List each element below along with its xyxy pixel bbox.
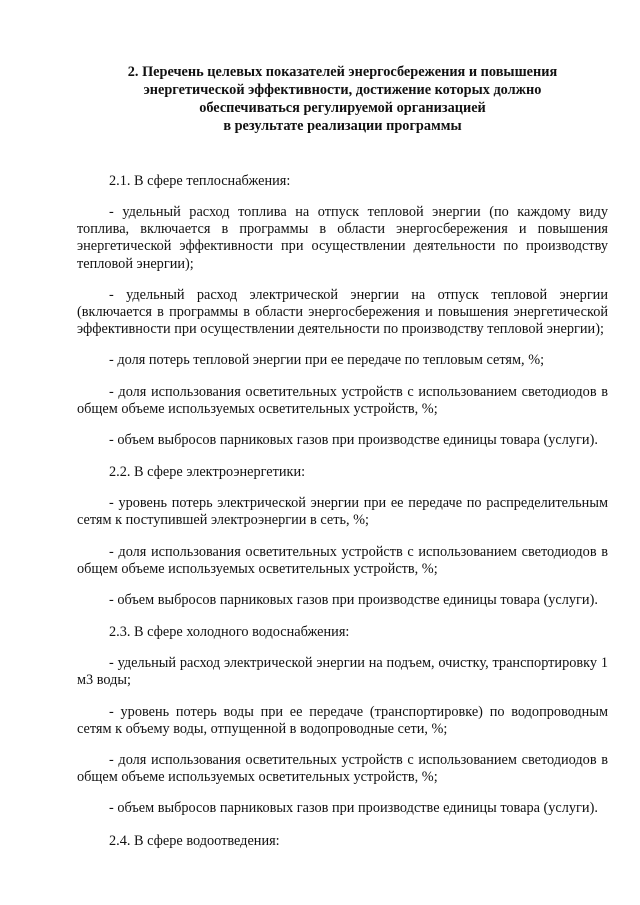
list-item: - удельный расход топлива на отпуск тепловой энергии (по каждому виду топлива, включается в программы в области энергосбережения и повышения энергетической эффективности при осуществлении деятельности по производству тепловой энергии); <box>77 204 608 272</box>
document-heading <box>77 63 608 135</box>
list-item: - удельный расход электрической энергии на отпуск тепловой энергии (включается в программы в области энергосбережения и повышения энергетической эффективности при осуществлении деятельности по производству тепловой энергии); <box>77 286 608 338</box>
section-title-wastewater: 2.4. В сфере водоотведения: <box>109 832 280 849</box>
list-item: - доля использования осветительных устройств с использованием светодиодов в общем объеме используемых осветительных устройств, %; <box>77 752 608 786</box>
list-item: - уровень потерь электрической энергии при ее передаче по распределительным сетям к поступившей электроэнергии в сеть, %; <box>77 495 608 529</box>
list-item: - уровень потерь воды при ее передаче (транспортировке) по водопроводным сетям к объему воды, отпущенной в водопроводные сети, %; <box>77 703 608 737</box>
section-title-electric-power: 2.2. В сфере электроэнергетики: <box>109 464 306 481</box>
heading-line: обеспечиваться регулируемой организацией <box>199 100 486 116</box>
list-item: - доля использования осветительных устройств с использованием светодиодов в общем объеме используемых осветительных устройств, %; <box>77 543 608 577</box>
list-item: - доля использования осветительных устройств с использованием светодиодов в общем объеме используемых осветительных устройств, %; <box>77 383 608 417</box>
section-title-cold-water-supply: 2.3. В сфере холодного водоснабжения: <box>109 624 350 641</box>
heading-line: энергетической эффективности, достижение которых должно <box>143 82 542 98</box>
list-item: - удельный расход электрической энергии на подъем, очистку, транспортировку 1 м3 воды; <box>77 655 608 689</box>
list-item: - доля потерь тепловой энергии при ее передаче по тепловым сетям, %; <box>109 352 545 369</box>
heading-line: 2. Перечень целевых показателей энергосбережения и повышения <box>127 64 558 80</box>
list-item: - объем выбросов парниковых газов при производстве единицы товара (услуги). <box>109 432 598 449</box>
list-item: - объем выбросов парниковых газов при производстве единицы товара (услуги). <box>109 592 598 609</box>
heading-line: в результате реализации программы <box>223 118 462 134</box>
list-item: - объем выбросов парниковых газов при производстве единицы товара (услуги). <box>109 800 598 817</box>
section-title-heat-supply: 2.1. В сфере теплоснабжения: <box>109 173 291 189</box>
